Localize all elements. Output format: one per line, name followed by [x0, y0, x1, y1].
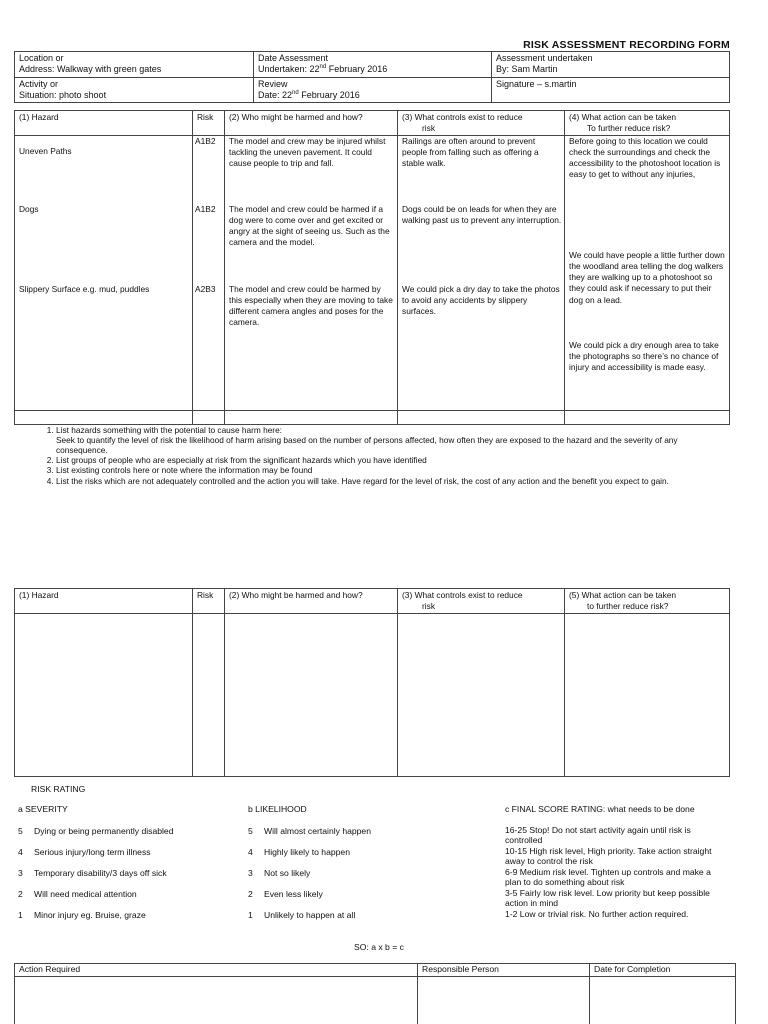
- controls-text: We could pick a dry day to take the photos to avoid any accidents by slippery surfaces.: [402, 284, 560, 317]
- hazard-header: (1) Hazard: [15, 111, 193, 136]
- likelihood-title: b LIKELIHOOD: [248, 804, 307, 814]
- controls-header: (3) What controls exist to reduce risk: [398, 589, 565, 614]
- hazard-column: [15, 136, 193, 411]
- risk-column: [193, 136, 225, 411]
- risk-header: Risk: [193, 111, 225, 136]
- who-column: [225, 136, 398, 411]
- who-text: The model and crew may be injured whilst tackling the uneven pavement. It could cause people to trip and fall.: [229, 136, 386, 169]
- controls-header: (3) What controls exist to reduce risk: [398, 111, 565, 136]
- likelihood-item: 2 Even less likely: [248, 889, 323, 899]
- action-header: (4) What action can be taken To further reduce risk?: [565, 111, 730, 136]
- controls-text: Railings are often around to prevent people from falling such as offering a stable walk.: [402, 136, 539, 169]
- severity-title: a SEVERITY: [18, 804, 68, 814]
- signature-cell: [492, 77, 730, 103]
- risk-rating-title: RISK RATING: [31, 784, 86, 794]
- assessment-label: Assessment undertaken: [496, 53, 593, 63]
- final-score-item: 6-9 Medium risk level. Tighten up controls and make a plan to do something about risk: [505, 867, 711, 887]
- hazard-item: Dogs: [19, 204, 39, 215]
- address-value: Address: Walkway with green gates: [19, 64, 162, 75]
- blank-risk-table: [14, 588, 730, 777]
- instruction-item: 2. List groups of people who are especially at risk from the significant hazards which you have identified: [56, 455, 730, 465]
- action-table: [14, 963, 736, 1024]
- assessment-cell: [492, 52, 730, 78]
- risk-header: Risk: [193, 589, 225, 614]
- action-header: (5) What action can be taken to further reduce risk?: [565, 589, 730, 614]
- instruction-item: 4. List the risks which are not adequately controlled and the action you will take. Have regard for the level of risk, the cost of any action and the benefit you expect to gain.: [56, 476, 730, 486]
- instructions-list: [18, 425, 730, 486]
- likelihood-item: 5 Will almost certainly happen: [248, 826, 371, 836]
- formula: SO: a x b = c: [354, 942, 404, 952]
- final-score-title: c FINAL SCORE RATING: what needs to be done: [505, 804, 695, 814]
- action-text: We could pick a dry enough area to take the photographs so there’s no chance of injury and accessibility is made easy.: [569, 340, 719, 373]
- instruction-item: 1. List hazards something with the potential to cause harm here: Seek to quantify the level of risk the likelihood of harm arising based on the number of persons affected, how often they are exposed to the hazard and the severity of any consequence.: [56, 425, 730, 455]
- date-assessment-label: Date Assessment: [258, 53, 329, 63]
- header-table: [14, 51, 730, 103]
- review-date: Date: 22nd February 2016: [258, 89, 360, 100]
- action-text: Before going to this location we could check the surroundings and check the accessibility to the photoshoot location is easy to get to without any injuries,: [569, 136, 721, 180]
- final-score-item: 10-15 High risk level, High priority. Take action straight away to control the risk: [505, 846, 712, 866]
- hazard-header: (1) Hazard: [15, 589, 193, 614]
- controls-text: Dogs could be on leads for when they are walking past us to prevent any interruption.: [402, 204, 562, 226]
- date-completion-header: Date for Completion: [590, 964, 736, 977]
- controls-blank-cell[interactable]: [398, 614, 565, 777]
- hazard-item: Uneven Paths: [19, 146, 72, 157]
- assessor-name: By: Sam Martin: [496, 64, 558, 75]
- severity-item: 1 Minor injury eg. Bruise, graze: [18, 910, 146, 920]
- hazard-blank-cell[interactable]: [15, 614, 193, 777]
- likelihood-list: [248, 826, 478, 931]
- final-score-list: [505, 826, 727, 931]
- who-text: The model and crew could be harmed by this especially when they are moving to take different camera angles and poses for the camera.: [229, 284, 393, 328]
- responsible-person-header: Responsible Person: [418, 964, 590, 977]
- who-text: The model and crew could be harmed if a dog were to come over and get excited or angry at the sight of seeing us. Such as the camera and the model.: [229, 204, 390, 248]
- severity-item: 2 Will need medical attention: [18, 889, 137, 899]
- final-score-item: 1-2 Low or trivial risk. No further action required.: [505, 909, 689, 919]
- hazard-item: Slippery Surface e.g. mud, puddles: [19, 284, 150, 295]
- action-required-cell[interactable]: [15, 977, 418, 1024]
- date-completion-cell[interactable]: [590, 977, 736, 1024]
- action-text: We could have people a little further down the woodland area telling the dog walkers they are walking up to a photoshoot so they could ask if necessary to put their dog on a lead.: [569, 250, 725, 305]
- final-score-item: 16-25 Stop! Do not start activity again until risk is controlled: [505, 825, 691, 845]
- risk-blank-cell[interactable]: [193, 614, 225, 777]
- location-cell: [15, 52, 254, 78]
- who-blank-cell[interactable]: [225, 614, 398, 777]
- who-header: (2) Who might be harmed and how?: [225, 589, 398, 614]
- form-title: RISK ASSESSMENT RECORDING FORM: [523, 39, 730, 51]
- activity-label: Activity or: [19, 78, 59, 89]
- review-label: Review: [258, 78, 288, 89]
- action-required-header: Action Required: [15, 964, 418, 977]
- risk-code: A2B3: [195, 284, 216, 295]
- undertaken-date: Undertaken: 22nd February 2016: [258, 64, 388, 75]
- action-column: [565, 136, 730, 411]
- likelihood-item: 1 Unlikely to happen at all: [248, 910, 356, 920]
- controls-column: [398, 136, 565, 411]
- action-blank-cell[interactable]: [565, 614, 730, 777]
- instruction-item: 3. List existing controls here or note where the information may be found: [56, 465, 730, 475]
- risk-table: [14, 110, 730, 425]
- responsible-person-cell[interactable]: [418, 977, 590, 1024]
- situation-value: Situation: photo shoot: [19, 89, 107, 100]
- date-assessment-cell: [254, 52, 492, 78]
- location-label: Location or: [19, 53, 64, 63]
- severity-list: [18, 826, 238, 931]
- severity-item: 5 Dying or being permanently disabled: [18, 826, 174, 836]
- review-cell: [254, 77, 492, 103]
- risk-code: A1B2: [195, 204, 216, 215]
- final-score-item: 3-5 Fairly low risk level. Low priority but keep possible action in mind: [505, 888, 710, 908]
- likelihood-item: 4 Highly likely to happen: [248, 847, 350, 857]
- who-header: (2) Who might be harmed and how?: [225, 111, 398, 136]
- likelihood-item: 3 Not so likely: [248, 868, 311, 878]
- severity-item: 4 Serious injury/long term illness: [18, 847, 151, 857]
- severity-item: 3 Temporary disability/3 days off sick: [18, 868, 167, 878]
- signature-value: Signature – s.martin: [496, 78, 577, 89]
- risk-code: A1B2: [195, 136, 216, 147]
- activity-cell: [15, 77, 254, 103]
